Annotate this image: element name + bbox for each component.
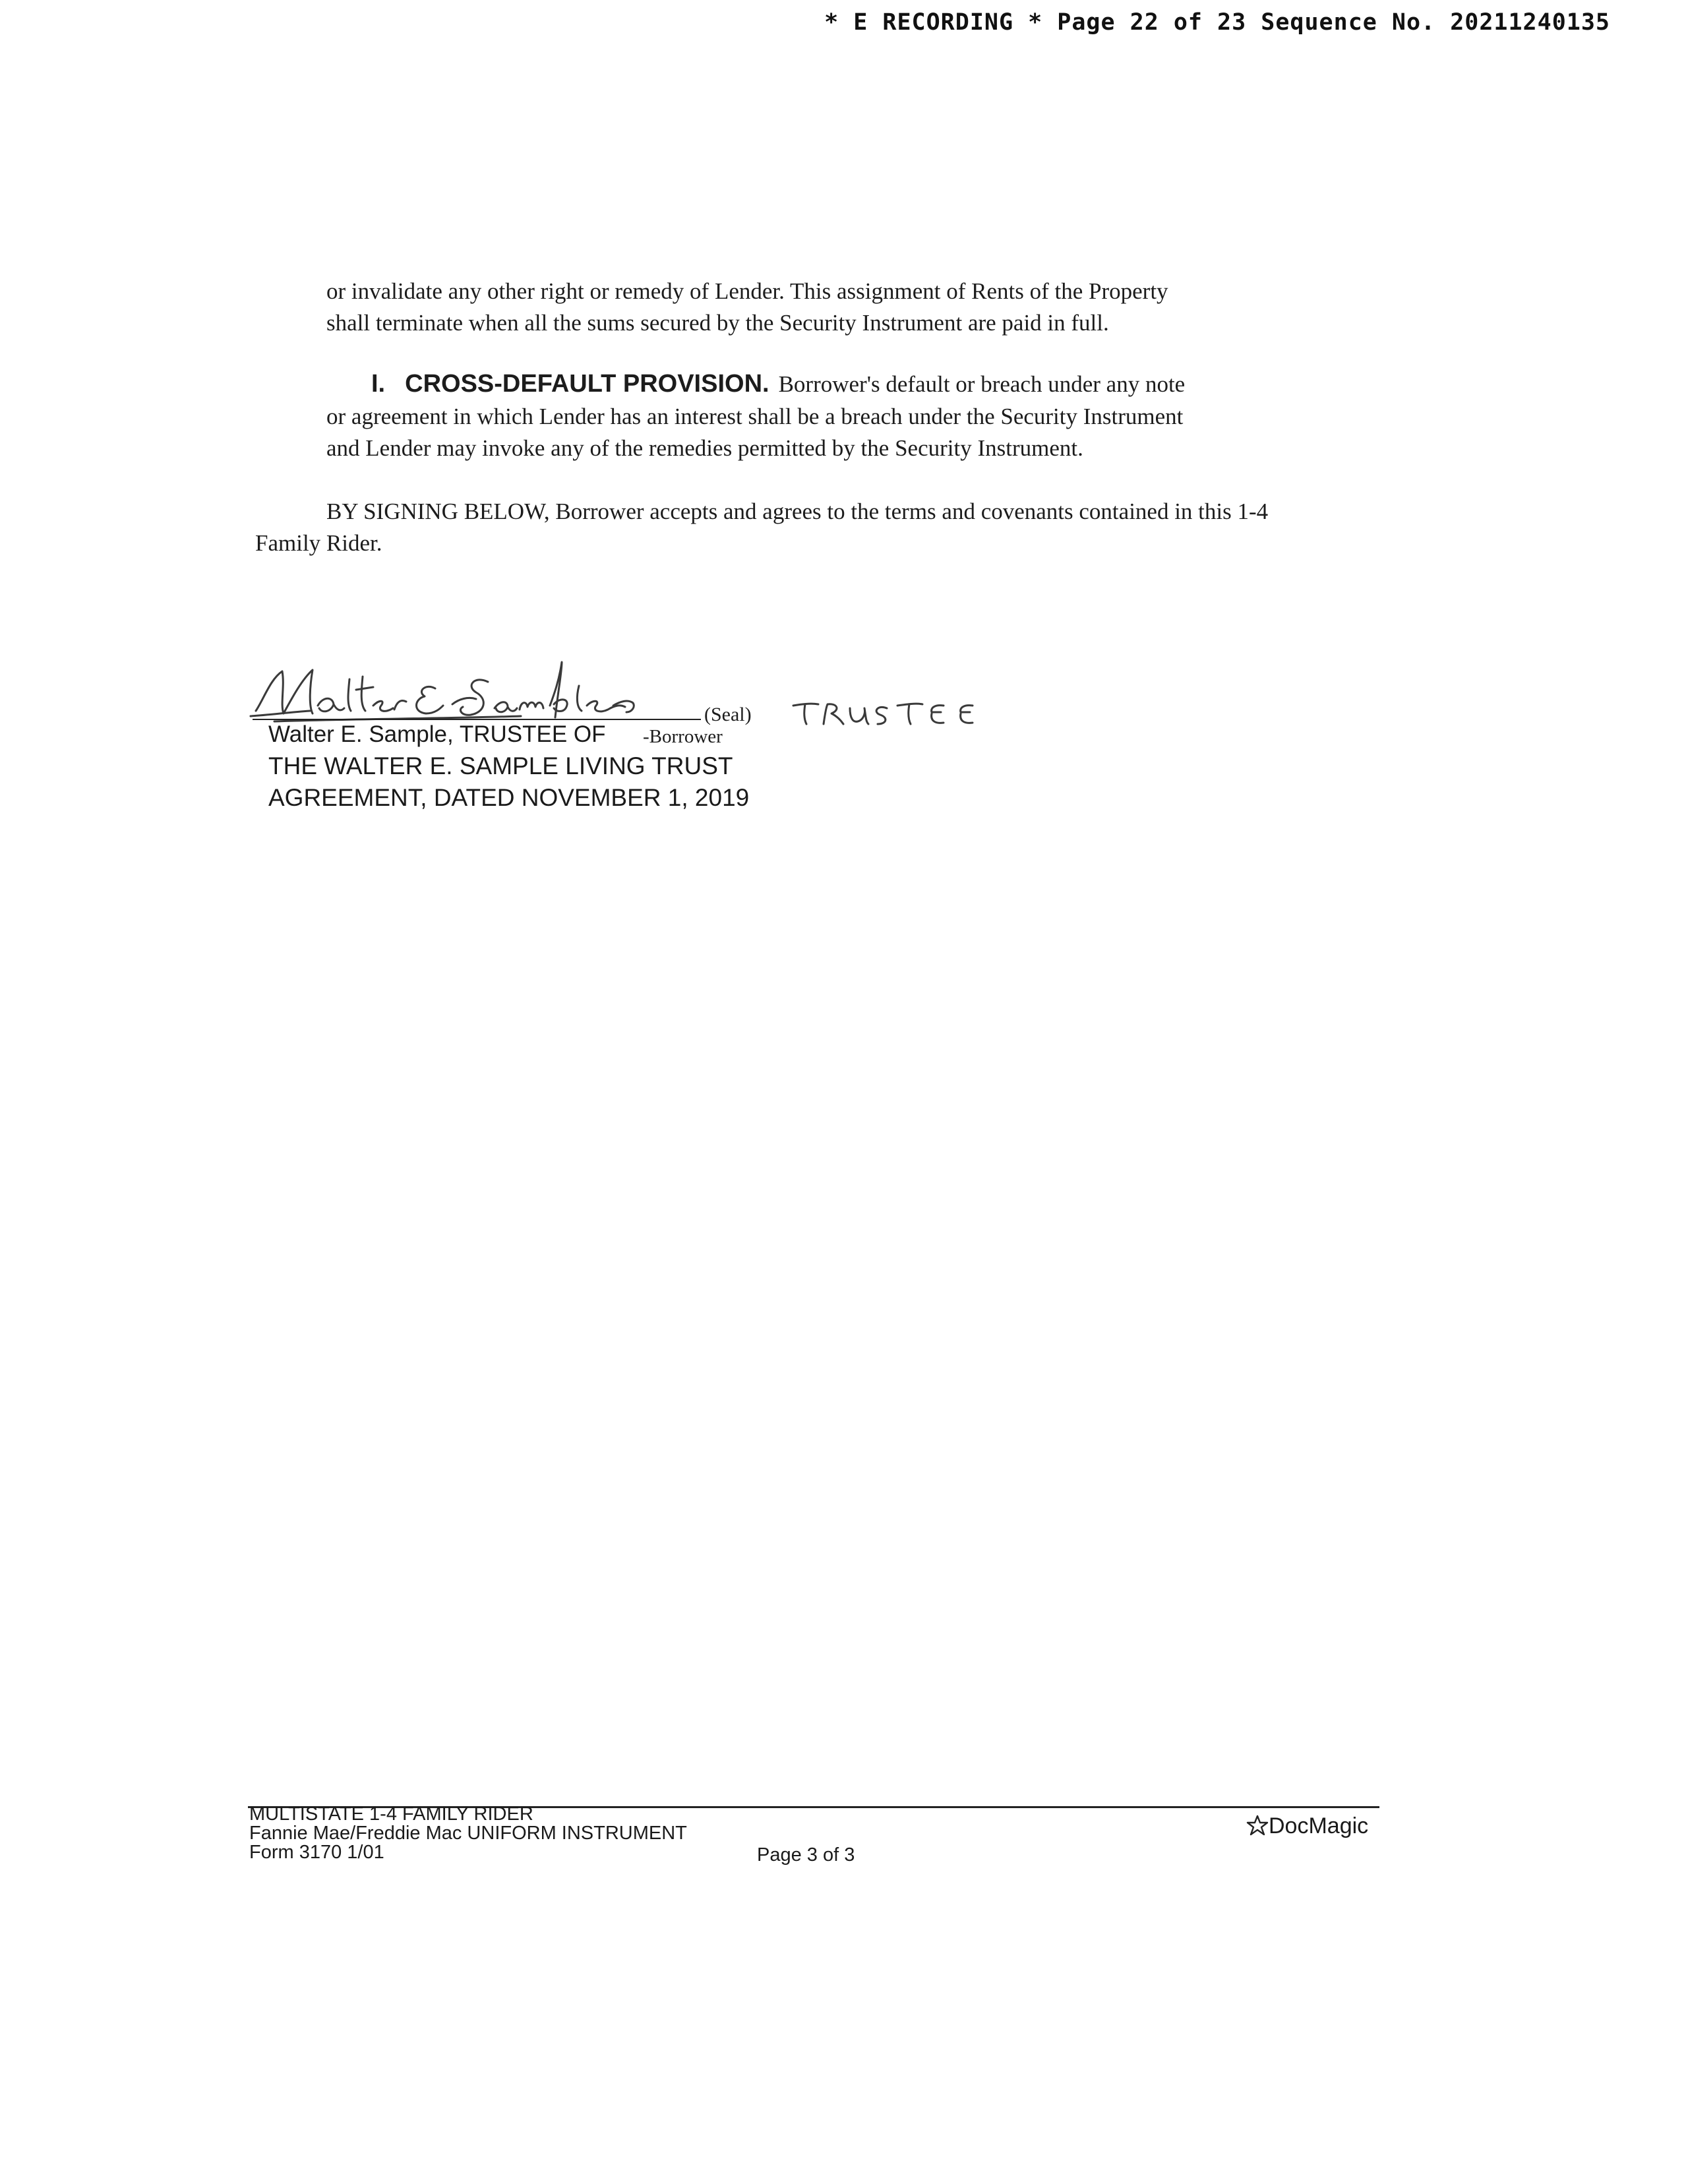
signer-name-line-3: AGREEMENT, DATED NOVEMBER 1, 2019 — [268, 784, 750, 811]
signing-statement-line-1: BY SIGNING BELOW, Borrower accepts and agrees to the terms and covenants contained in this 1-4 — [326, 499, 1269, 524]
handwritten-signature — [244, 653, 719, 732]
footer-form-number: Form 3170 1/01 — [249, 1842, 384, 1863]
section-title: CROSS-DEFAULT PROVISION. — [405, 370, 769, 398]
paragraph-rents-line-2: shall terminate when all the sums secured by the Security Instrument are paid in full. — [326, 310, 1109, 336]
footer-form-name: MULTISTATE 1-4 FAMILY RIDER — [249, 1804, 533, 1825]
cross-default-line-1: Borrower's default or breach under any note — [778, 371, 1186, 397]
section-letter: I. — [371, 370, 386, 398]
paragraph-rents-line-1: or invalidate any other right or remedy of Lender. This assignment of Rents of the Property — [326, 278, 1168, 304]
footer-page-label: Page 3 of 3 — [757, 1844, 855, 1866]
docmagic-brand — [1246, 1813, 1368, 1839]
handwritten-trustee-note — [788, 694, 986, 733]
footer-instrument: Fannie Mae/Freddie Mac UNIFORM INSTRUMENT — [249, 1823, 687, 1844]
signer-name-line-1: Walter E. Sample, TRUSTEE OF — [268, 721, 606, 747]
borrower-role-label: -Borrower — [643, 726, 723, 747]
docmagic-brand-text: DocMagic — [1269, 1813, 1369, 1838]
recording-stamp: * E RECORDING * Page 22 of 23 Sequence No. 20211240135 — [824, 9, 1610, 36]
signing-statement-line-2: Family Rider. — [255, 530, 382, 556]
cross-default-heading-line — [371, 368, 1185, 400]
cross-default-line-3: and Lender may invoke any of the remedies permitted by the Security Instrument. — [326, 435, 1083, 461]
seal-label: (Seal) — [704, 704, 752, 725]
signature-line — [253, 719, 701, 720]
signer-name-line-2: THE WALTER E. SAMPLE LIVING TRUST — [268, 752, 733, 779]
cross-default-line-2: or agreement in which Lender has an interest shall be a breach under the Security Instrument — [326, 404, 1184, 429]
star-outline-icon — [1246, 1815, 1269, 1836]
